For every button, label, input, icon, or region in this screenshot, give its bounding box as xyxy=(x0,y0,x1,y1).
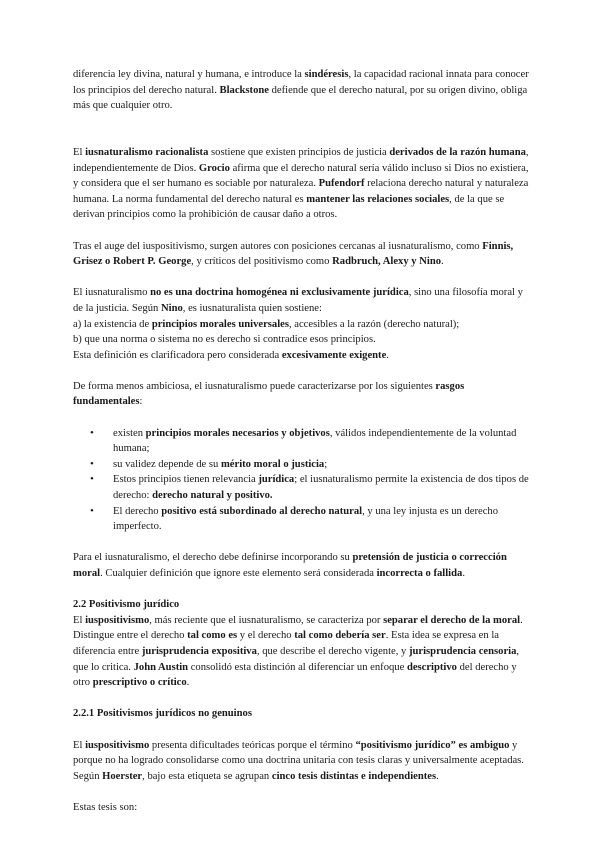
bold-text: derivados de la razón humana xyxy=(389,146,526,158)
text: a) la existencia de xyxy=(73,318,152,330)
list-item xyxy=(103,457,531,473)
text: y porque no ha logrado consolidarse como una doctrina unitaria con tesis claras y universalmente aceptadas. Según xyxy=(73,739,524,782)
bold-text: mérito moral o justicia xyxy=(220,458,325,470)
text: . xyxy=(186,677,190,689)
text: , que lo critica. xyxy=(73,645,520,673)
text: . Distingue entre el derecho xyxy=(73,614,523,642)
bold-text: positivo está subordinado al derecho natural xyxy=(161,505,363,517)
text: , que describe el derecho vigente, y xyxy=(256,645,409,657)
text: , más reciente que el iusnaturalismo, se caracteriza por xyxy=(149,614,384,626)
text: , independientemente de Dios. xyxy=(73,146,529,174)
text: afirma que el derecho natural sería válido incluso si Dios no existiera, y considera que el ser humano es sociable por naturaleza. xyxy=(73,162,529,190)
bold-text: separar el derecho de la moral xyxy=(383,614,521,626)
text: , válidos independientemente de la voluntad humana; xyxy=(113,427,517,455)
bold-text: prescriptivo o crítico xyxy=(92,677,187,689)
list-item xyxy=(103,426,531,457)
bold-text: Radbruch, Alexy y Nino xyxy=(332,256,442,268)
text: . xyxy=(436,770,439,782)
text: y el derecho xyxy=(237,630,295,642)
paragraph-pretension xyxy=(73,550,531,581)
section-heading-positivismo: 2.2 Positivismo jurídico xyxy=(73,599,180,611)
text: , y críticos del positivismo como xyxy=(191,256,333,268)
text: El xyxy=(73,146,86,158)
bold-text: incorrecta o fallida xyxy=(376,568,463,579)
text: , de la que se derivan principios como la prohibición de causar daño a otros. xyxy=(73,193,505,221)
list-item xyxy=(103,504,531,535)
list-item xyxy=(103,472,531,503)
bold-text: excesivamente exigente xyxy=(281,349,387,361)
text: Tras el auge del iuspositivismo, surgen autores con posiciones cercanas al iusnaturalismo, como xyxy=(73,240,483,252)
text: , es iusnaturalista quien sostiene: xyxy=(182,302,322,314)
text: diferencia ley divina, natural y humana, e introduce la xyxy=(73,69,305,80)
text: El derecho xyxy=(113,505,162,517)
bold-text: Hoerster xyxy=(102,770,143,782)
bold-text: rasgos fundamentales xyxy=(73,380,465,408)
text: ; el iusnaturalismo permite la existencia de dos tipos de derecho: xyxy=(113,474,529,502)
bold-text: sindéresis xyxy=(304,69,349,80)
paragraph-positivismo xyxy=(73,613,531,691)
text: El xyxy=(73,739,86,751)
text: Esta definición es clarificadora pero considerada xyxy=(73,349,282,361)
paragraph-iusnaturalismo-racionalista xyxy=(73,145,531,223)
nino-item-a xyxy=(73,317,531,333)
bold-text: descriptivo xyxy=(406,661,457,673)
paragraph-rasgos xyxy=(73,379,531,410)
text: , y una ley injusta es un derecho imperfecto. xyxy=(113,505,498,533)
text: De forma menos ambiciosa, el iusnaturalismo puede caracterizarse por los siguientes xyxy=(73,380,436,392)
bold-text: iuspositivismo xyxy=(85,739,150,751)
bold-text: jurisprudencia censoria xyxy=(408,645,517,657)
bold-text: iusnaturalismo racionalista xyxy=(85,146,209,158)
bold-text: derecho natural y positivo. xyxy=(152,490,273,502)
text: , la capacidad racional innata para conocer los principios del derecho natural. xyxy=(73,69,529,96)
bold-text: jurídica xyxy=(258,474,295,486)
rasgos-list xyxy=(73,426,531,535)
text: Estos principios tienen relevancia xyxy=(113,474,259,486)
bold-text: tal como es xyxy=(187,630,238,642)
text: . xyxy=(386,349,389,361)
bold-text: “positivismo jurídico” es ambiguo xyxy=(355,739,510,751)
text: Estas tesis son: xyxy=(73,801,138,813)
text: El iusnaturalismo xyxy=(73,287,151,299)
bold-text: Finnis, Grisez o Robert P. George xyxy=(73,240,514,268)
bold-text: principios morales necesarios y objetivos xyxy=(145,427,330,439)
nino-item-b xyxy=(73,332,531,348)
bold-text: Pufendorf xyxy=(318,178,365,190)
text: : xyxy=(139,396,143,408)
bold-text: Grocio xyxy=(198,162,230,174)
nino-conclusion xyxy=(73,348,531,364)
section-heading-no-genuinos: 2.2.1 Positivismos jurídicos no genuinos xyxy=(73,708,252,720)
text: su validez depende de su xyxy=(113,458,221,470)
bold-text: principios morales universales xyxy=(151,318,289,330)
paragraph-intro xyxy=(73,67,531,114)
text: . Cualquier definición que ignore este elemento será considerada xyxy=(100,568,377,579)
bold-text: tal como debería ser xyxy=(294,630,386,642)
bold-text: pretensión de justicia o corrección moral xyxy=(73,552,507,579)
text: El xyxy=(73,614,86,626)
text: . xyxy=(441,256,444,268)
nino-intro xyxy=(73,285,531,316)
paragraph-tesis xyxy=(73,800,531,816)
text: relaciona derecho natural y naturaleza humana. La norma fundamental del derecho natural es xyxy=(73,178,529,205)
text: del derecho y otro xyxy=(73,661,517,689)
text: Para el iusnaturalismo, el derecho debe definirse incorporando su xyxy=(73,552,353,564)
bold-text: Nino xyxy=(160,302,183,314)
text: presenta dificultades teóricas porque el término xyxy=(149,739,356,751)
text: , accesibles a la razón (derecho natural); xyxy=(288,318,460,330)
paragraph-autores-contemporaneos xyxy=(73,239,531,270)
page-content xyxy=(73,67,531,831)
bold-text: Blackstone xyxy=(219,84,269,96)
text: . xyxy=(462,568,465,579)
text: defiende que el derecho natural, por su origen divino, obliga más que cualquier otro. xyxy=(73,84,528,112)
text: existen xyxy=(113,427,146,439)
text: ; xyxy=(324,458,328,470)
text: . Esta idea se expresa en la diferencia entre xyxy=(73,630,499,657)
bold-text: iuspositivismo xyxy=(85,614,150,626)
bold-text: cinco tesis distintas e independientes xyxy=(271,770,437,782)
bold-text: mantener las relaciones sociales xyxy=(306,193,450,205)
bold-text: John Austin xyxy=(133,661,189,673)
text: b) que una norma o sistema no es derecho si contradice esos principios. xyxy=(73,334,376,346)
text: , bajo esta etiqueta se agrupan xyxy=(142,770,272,782)
bold-text: jurisprudencia expositiva xyxy=(141,645,257,657)
bold-text: no es una doctrina homogénea ni exclusivamente jurídica xyxy=(150,287,409,299)
text: sostiene que existen principios de justicia xyxy=(208,146,390,158)
paragraph-definicion-nino xyxy=(73,285,531,363)
text: , sino una filosofía moral y de la justicia. Según xyxy=(73,287,523,314)
text: consolidó esta distinción al diferenciar un enfoque xyxy=(188,661,407,673)
paragraph-no-genuinos xyxy=(73,738,531,785)
